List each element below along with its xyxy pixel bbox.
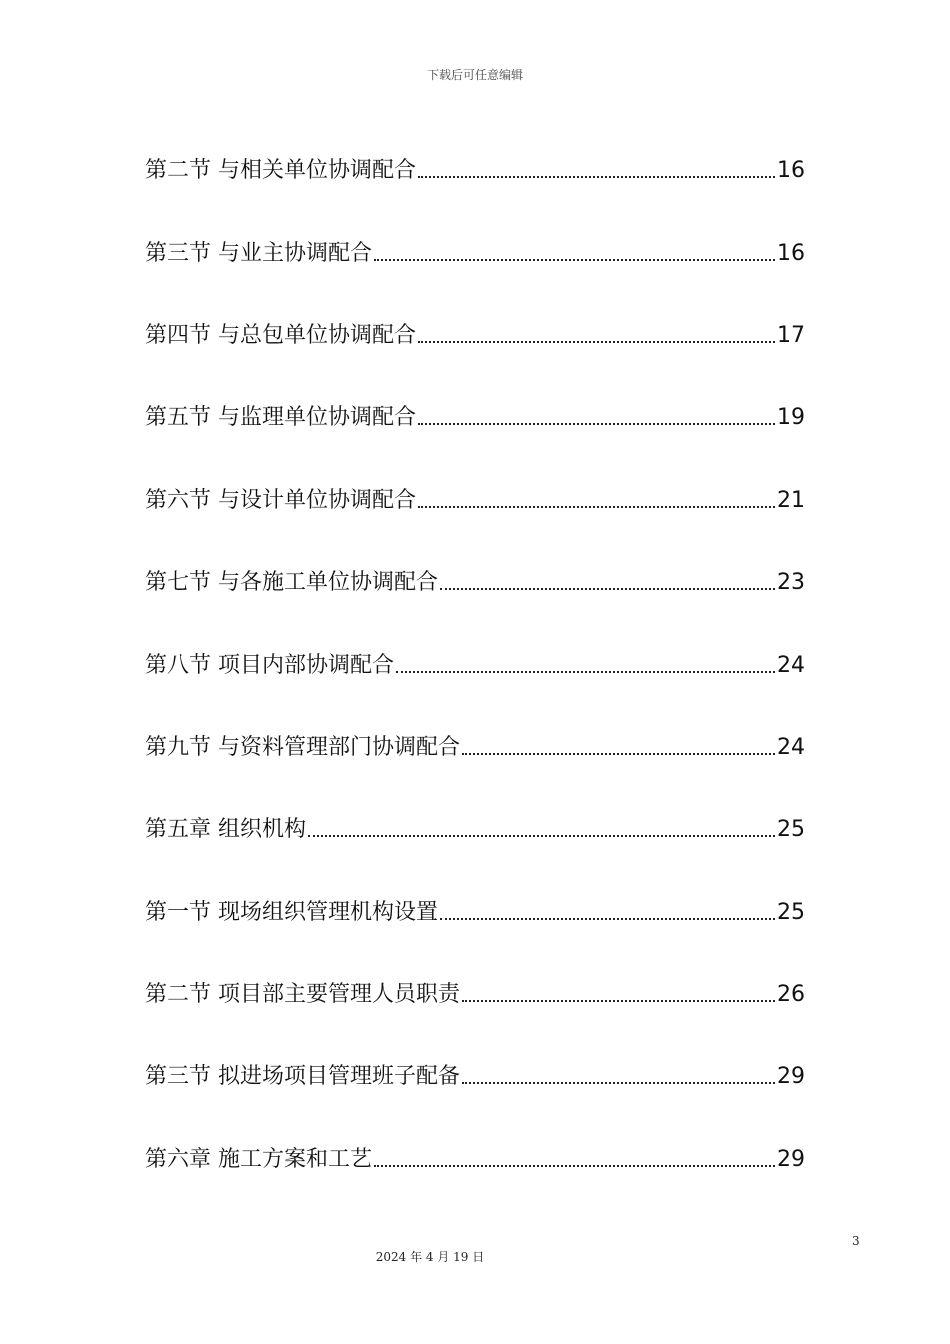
toc-leader-dots [418, 341, 775, 343]
toc-entry-page: 25 [777, 899, 805, 925]
toc-entry[interactable] [145, 377, 805, 459]
toc-entry-page: 25 [777, 817, 805, 843]
toc-leader-dots [308, 835, 775, 837]
toc-entry[interactable] [145, 789, 805, 871]
toc-entry-title: 第九节 与资料管理部门协调配合 [145, 734, 460, 760]
toc-entry-title: 第五节 与监理单位协调配合 [145, 405, 416, 431]
toc-entry-title: 第三节 与业主协调配合 [145, 240, 372, 266]
toc-entry-title: 第六节 与设计单位协调配合 [145, 487, 416, 513]
toc-leader-dots [462, 753, 775, 755]
toc-entry[interactable] [145, 954, 805, 1036]
toc-entry-page: 16 [777, 158, 805, 184]
toc-entry-page: 23 [777, 570, 805, 596]
toc-entry[interactable] [145, 872, 805, 954]
toc-entry[interactable] [145, 624, 805, 706]
header-note: 下载后可任意编辑 [426, 68, 523, 82]
toc-entry-page: 29 [777, 1146, 805, 1172]
toc-entry-title: 第三节 拟进场项目管理班子配备 [145, 1064, 460, 1090]
toc-entry[interactable] [145, 542, 805, 624]
toc-entry[interactable] [145, 707, 805, 789]
toc-entry[interactable] [145, 1119, 805, 1201]
footer-date: 2024 年 4 月 19 日 [375, 1250, 485, 1264]
toc-entry-page: 17 [777, 322, 805, 348]
toc-leader-dots [440, 918, 775, 920]
toc-entry-page: 16 [777, 240, 805, 266]
toc-entry-page: 24 [777, 652, 805, 678]
toc-entry-title: 第二节 项目部主要管理人员职责 [145, 982, 460, 1008]
toc-entry-title: 第一节 现场组织管理机构设置 [145, 899, 438, 925]
toc-leader-dots [418, 176, 775, 178]
toc-entry-page: 26 [777, 982, 805, 1008]
toc-entry-page: 24 [777, 734, 805, 760]
toc-leader-dots [440, 588, 775, 590]
toc-leader-dots [462, 1000, 775, 1002]
toc-entry-title: 第五章 组织机构 [145, 817, 306, 843]
table-of-contents [145, 130, 805, 1201]
toc-entry[interactable] [145, 130, 805, 212]
toc-entry[interactable] [145, 1036, 805, 1118]
toc-leader-dots [462, 1082, 775, 1084]
toc-entry[interactable] [145, 460, 805, 542]
toc-entry-page: 29 [777, 1064, 805, 1090]
toc-leader-dots [396, 671, 775, 673]
toc-entry-page: 19 [777, 405, 805, 431]
page-number: 3 [852, 1234, 860, 1248]
toc-leader-dots [418, 506, 775, 508]
toc-entry[interactable] [145, 295, 805, 377]
toc-entry-page: 21 [777, 487, 805, 513]
toc-entry[interactable] [145, 212, 805, 294]
toc-entry-title: 第六章 施工方案和工艺 [145, 1146, 372, 1172]
toc-leader-dots [374, 1165, 775, 1167]
toc-entry-title: 第二节 与相关单位协调配合 [145, 158, 416, 184]
toc-entry-title: 第四节 与总包单位协调配合 [145, 322, 416, 348]
toc-leader-dots [418, 423, 775, 425]
toc-entry-title: 第八节 项目内部协调配合 [145, 652, 394, 678]
toc-entry-title: 第七节 与各施工单位协调配合 [145, 570, 438, 596]
toc-leader-dots [374, 259, 775, 261]
